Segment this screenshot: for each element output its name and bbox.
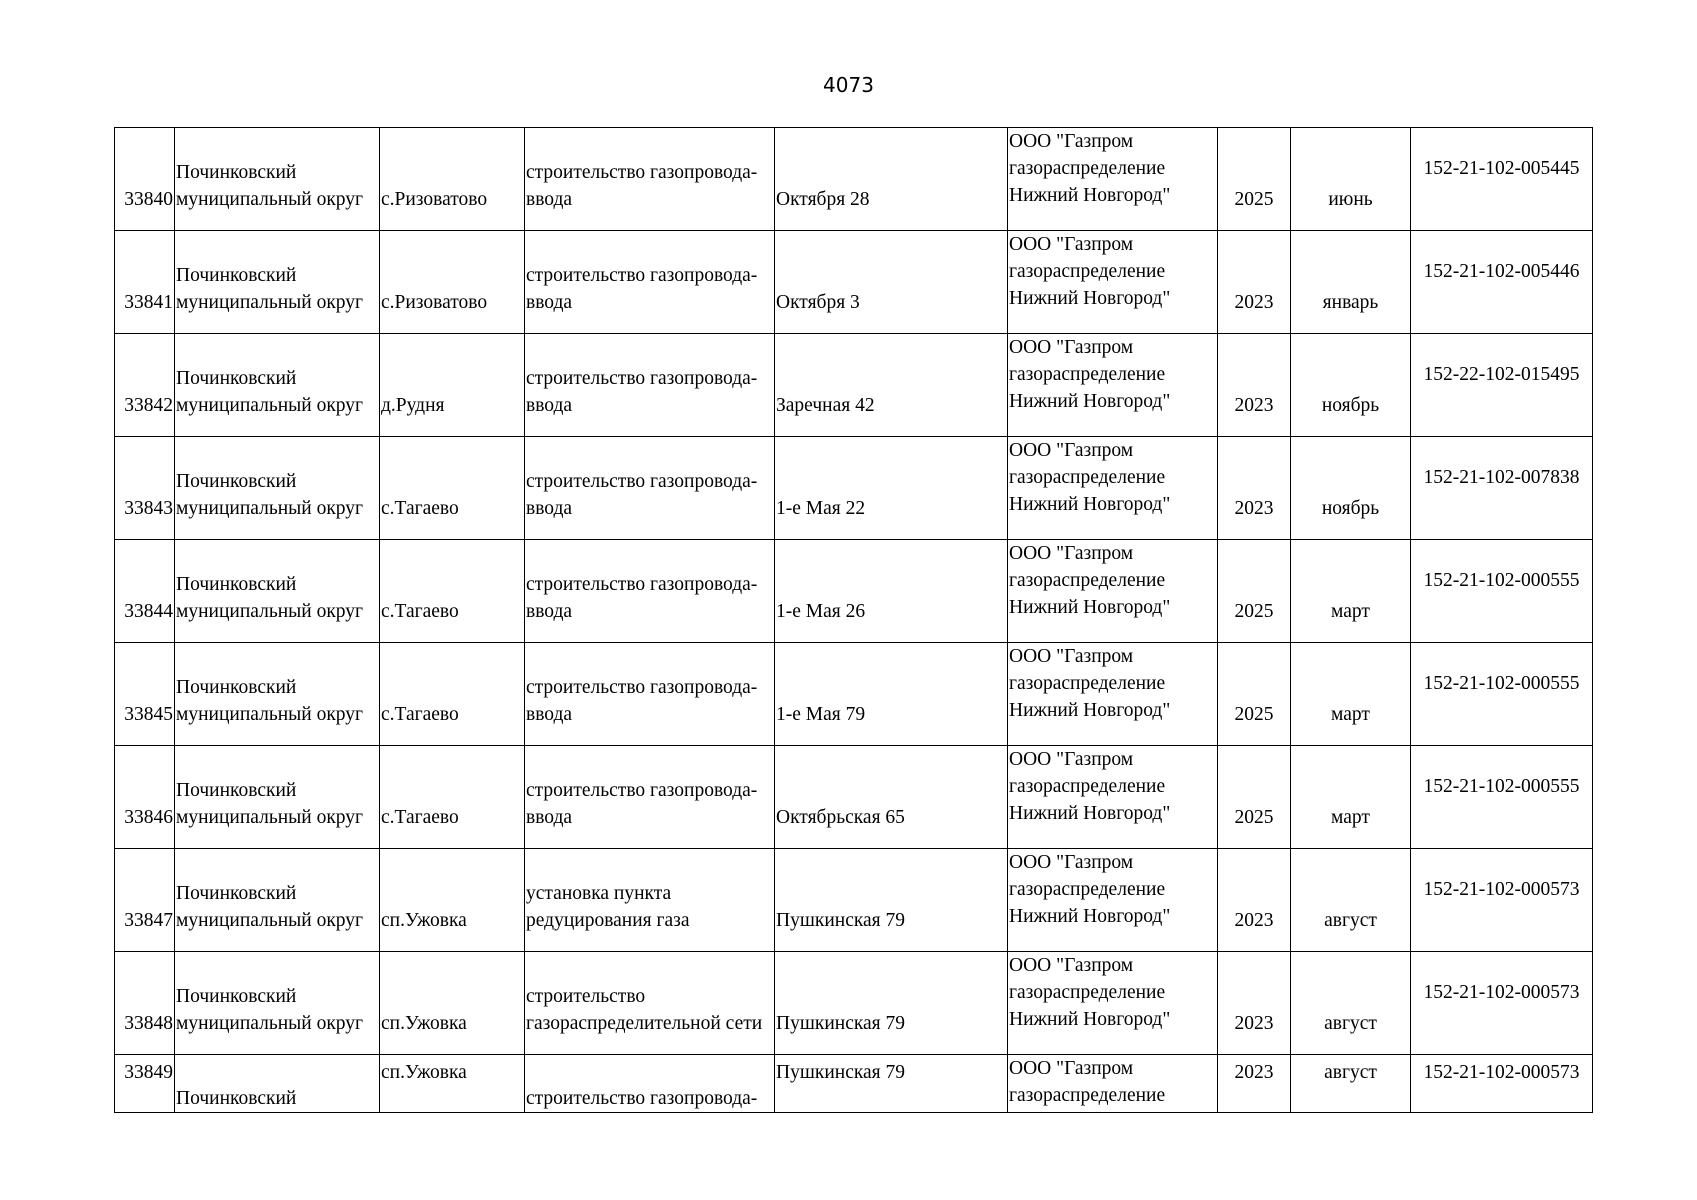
district-name: Починковский bbox=[176, 780, 297, 801]
code-cell: 152-21-102-000555 bbox=[1411, 540, 1593, 643]
district-type: муниципальный округ bbox=[176, 601, 364, 622]
month-cell: ноябрь bbox=[1291, 437, 1411, 540]
work-line-1: строительство газопровода- bbox=[526, 780, 758, 801]
district-name: Починковский bbox=[176, 1088, 297, 1109]
district-type: муниципальный округ bbox=[176, 189, 364, 210]
table-row bbox=[115, 643, 1593, 746]
org-line-2: газораспределение bbox=[1009, 158, 1166, 179]
row-number: 33845 bbox=[115, 643, 175, 746]
month-cell: январь bbox=[1291, 231, 1411, 334]
work-line-2: ввода bbox=[526, 601, 573, 622]
row-number: 33841 bbox=[115, 231, 175, 334]
district-cell bbox=[175, 128, 380, 231]
row-number: 33844 bbox=[115, 540, 175, 643]
address-cell: 1-е Мая 79 bbox=[775, 643, 1008, 746]
work-line-1: строительство газопровода- bbox=[526, 471, 758, 492]
org-line-1: ООО "Газпром bbox=[1009, 852, 1134, 873]
org-line-2: газораспределение bbox=[1009, 776, 1166, 797]
org-line-3: Нижний Новгород" bbox=[1009, 288, 1171, 309]
org-line-3: Нижний Новгород" bbox=[1009, 700, 1171, 721]
month-cell: март bbox=[1291, 540, 1411, 643]
org-line-1: ООО "Газпром bbox=[1009, 543, 1134, 564]
district-cell bbox=[175, 334, 380, 437]
locality-cell: сп.Ужовка bbox=[380, 849, 525, 952]
district-name: Починковский bbox=[176, 677, 297, 698]
work-line-1: строительство газопровода- bbox=[526, 574, 758, 595]
org-line-3: Нижний Новгород" bbox=[1009, 185, 1171, 206]
year-cell: 2025 bbox=[1218, 540, 1291, 643]
row-number: 33840 bbox=[115, 128, 175, 231]
org-line-1: ООО "Газпром bbox=[1009, 955, 1134, 976]
work-cell bbox=[525, 540, 775, 643]
district-cell bbox=[175, 437, 380, 540]
organization-cell bbox=[1008, 231, 1218, 334]
work-line-1: строительство газопровода- bbox=[526, 162, 758, 183]
district-name: Починковский bbox=[176, 162, 297, 183]
district-name: Починковский bbox=[176, 265, 297, 286]
organization-cell bbox=[1008, 746, 1218, 849]
work-cell bbox=[525, 746, 775, 849]
year-cell: 2023 bbox=[1218, 952, 1291, 1055]
table-row-partial bbox=[115, 1055, 1593, 1113]
row-number: 33849 bbox=[115, 1055, 175, 1113]
table-row bbox=[115, 231, 1593, 334]
org-line-1: ООО "Газпром bbox=[1009, 234, 1134, 255]
address-cell: Заречная 42 bbox=[775, 334, 1008, 437]
year-cell: 2025 bbox=[1218, 643, 1291, 746]
org-line-1: ООО "Газпром bbox=[1009, 440, 1134, 461]
org-line-2: газораспределение bbox=[1009, 364, 1166, 385]
address-cell: 1-е Мая 22 bbox=[775, 437, 1008, 540]
work-line-1: установка пункта bbox=[526, 883, 672, 904]
address-cell: Октябрьская 65 bbox=[775, 746, 1008, 849]
org-line-3: Нижний Новгород" bbox=[1009, 597, 1171, 618]
address-cell: Октября 28 bbox=[775, 128, 1008, 231]
locality-cell: с.Тагаево bbox=[380, 540, 525, 643]
row-number: 33848 bbox=[115, 952, 175, 1055]
org-line-2: газораспределение bbox=[1009, 1085, 1166, 1106]
work-cell bbox=[525, 128, 775, 231]
address-cell: Пушкинская 79 bbox=[775, 849, 1008, 952]
org-line-2: газораспределение bbox=[1009, 982, 1166, 1003]
locality-cell: с.Ризоватово bbox=[380, 231, 525, 334]
district-name: Починковский bbox=[176, 471, 297, 492]
org-line-2: газораспределение bbox=[1009, 879, 1166, 900]
month-cell: август bbox=[1291, 1055, 1411, 1113]
organization-cell bbox=[1008, 540, 1218, 643]
gas-works-table bbox=[114, 127, 1593, 1113]
district-type: муниципальный округ bbox=[176, 910, 364, 931]
locality-cell: сп.Ужовка bbox=[380, 1055, 525, 1113]
district-cell bbox=[175, 849, 380, 952]
organization-cell bbox=[1008, 849, 1218, 952]
district-type: муниципальный округ bbox=[176, 498, 364, 519]
district-name: Починковский bbox=[176, 986, 297, 1007]
org-line-3: Нижний Новгород" bbox=[1009, 803, 1171, 824]
work-cell bbox=[525, 643, 775, 746]
org-line-3: Нижний Новгород" bbox=[1009, 494, 1171, 515]
code-cell: 152-21-102-000555 bbox=[1411, 643, 1593, 746]
page-number: 4073 bbox=[823, 73, 874, 97]
work-line-2: газораспределительной сети bbox=[526, 1013, 763, 1034]
org-line-1: ООО "Газпром bbox=[1009, 337, 1134, 358]
work-line-1: строительство газопровода- bbox=[526, 368, 758, 389]
table-row bbox=[115, 952, 1593, 1055]
work-cell bbox=[525, 334, 775, 437]
month-cell: август bbox=[1291, 849, 1411, 952]
address-cell: Октября 3 bbox=[775, 231, 1008, 334]
district-cell bbox=[175, 231, 380, 334]
organization-cell bbox=[1008, 952, 1218, 1055]
work-line-2: ввода bbox=[526, 189, 573, 210]
org-line-1: ООО "Газпром bbox=[1009, 131, 1134, 152]
district-type: муниципальный округ bbox=[176, 292, 364, 313]
work-line-1: строительство газопровода- bbox=[526, 265, 758, 286]
table-body bbox=[115, 128, 1593, 1113]
locality-cell: с.Тагаево bbox=[380, 746, 525, 849]
year-cell: 2023 bbox=[1218, 334, 1291, 437]
work-line-2: редуцирования газа bbox=[526, 910, 690, 931]
month-cell: август bbox=[1291, 952, 1411, 1055]
district-type: муниципальный округ bbox=[176, 807, 364, 828]
work-cell bbox=[525, 952, 775, 1055]
month-cell: ноябрь bbox=[1291, 334, 1411, 437]
district-cell bbox=[175, 746, 380, 849]
month-cell: март bbox=[1291, 746, 1411, 849]
year-cell: 2023 bbox=[1218, 437, 1291, 540]
year-cell: 2023 bbox=[1218, 1055, 1291, 1113]
organization-cell bbox=[1008, 128, 1218, 231]
district-cell bbox=[175, 1055, 380, 1113]
code-cell: 152-21-102-005445 bbox=[1411, 128, 1593, 231]
district-name: Починковский bbox=[176, 574, 297, 595]
code-cell: 152-22-102-015495 bbox=[1411, 334, 1593, 437]
address-cell: Пушкинская 79 bbox=[775, 1055, 1008, 1113]
work-line-1: строительство bbox=[526, 986, 646, 1007]
org-line-3: Нижний Новгород" bbox=[1009, 1009, 1171, 1030]
code-cell: 152-21-102-000573 bbox=[1411, 1055, 1593, 1113]
address-cell: 1-е Мая 26 bbox=[775, 540, 1008, 643]
work-cell bbox=[525, 849, 775, 952]
work-cell bbox=[525, 1055, 775, 1113]
work-line-2: ввода bbox=[526, 498, 573, 519]
code-cell: 152-21-102-000573 bbox=[1411, 849, 1593, 952]
locality-cell: сп.Ужовка bbox=[380, 952, 525, 1055]
year-cell: 2025 bbox=[1218, 128, 1291, 231]
address-cell: Пушкинская 79 bbox=[775, 952, 1008, 1055]
district-type: муниципальный округ bbox=[176, 704, 364, 725]
locality-cell: с.Тагаево bbox=[380, 437, 525, 540]
code-cell: 152-21-102-005446 bbox=[1411, 231, 1593, 334]
district-name: Починковский bbox=[176, 883, 297, 904]
org-line-2: газораспределение bbox=[1009, 673, 1166, 694]
organization-cell bbox=[1008, 643, 1218, 746]
code-cell: 152-21-102-000573 bbox=[1411, 952, 1593, 1055]
work-cell bbox=[525, 437, 775, 540]
year-cell: 2025 bbox=[1218, 746, 1291, 849]
month-cell: июнь bbox=[1291, 128, 1411, 231]
work-cell bbox=[525, 231, 775, 334]
table-row bbox=[115, 334, 1593, 437]
organization-cell bbox=[1008, 334, 1218, 437]
work-line-2: ввода bbox=[526, 292, 573, 313]
row-number: 33843 bbox=[115, 437, 175, 540]
table-row bbox=[115, 746, 1593, 849]
code-cell: 152-21-102-007838 bbox=[1411, 437, 1593, 540]
locality-cell: д.Рудня bbox=[380, 334, 525, 437]
district-type: муниципальный округ bbox=[176, 395, 364, 416]
organization-cell bbox=[1008, 437, 1218, 540]
work-line-2: ввода bbox=[526, 807, 573, 828]
org-line-2: газораспределение bbox=[1009, 261, 1166, 282]
district-cell bbox=[175, 540, 380, 643]
district-cell bbox=[175, 952, 380, 1055]
code-cell: 152-21-102-000555 bbox=[1411, 746, 1593, 849]
table-row bbox=[115, 540, 1593, 643]
locality-cell: с.Ризоватово bbox=[380, 128, 525, 231]
district-type: муниципальный округ bbox=[176, 1013, 364, 1034]
district-name: Починковский bbox=[176, 368, 297, 389]
org-line-3: Нижний Новгород" bbox=[1009, 906, 1171, 927]
work-line-2: ввода bbox=[526, 704, 573, 725]
organization-cell bbox=[1008, 1055, 1218, 1113]
work-line-1: строительство газопровода- bbox=[526, 677, 758, 698]
org-line-2: газораспределение bbox=[1009, 467, 1166, 488]
district-cell bbox=[175, 643, 380, 746]
org-line-1: ООО "Газпром bbox=[1009, 1058, 1134, 1079]
work-line-2: ввода bbox=[526, 395, 573, 416]
row-number: 33847 bbox=[115, 849, 175, 952]
table-row bbox=[115, 849, 1593, 952]
org-line-3: Нижний Новгород" bbox=[1009, 391, 1171, 412]
work-line-1: строительство газопровода- bbox=[526, 1088, 758, 1109]
year-cell: 2023 bbox=[1218, 849, 1291, 952]
table-row bbox=[115, 128, 1593, 231]
row-number: 33846 bbox=[115, 746, 175, 849]
locality-cell: с.Тагаево bbox=[380, 643, 525, 746]
org-line-1: ООО "Газпром bbox=[1009, 646, 1134, 667]
org-line-2: газораспределение bbox=[1009, 570, 1166, 591]
org-line-1: ООО "Газпром bbox=[1009, 749, 1134, 770]
year-cell: 2023 bbox=[1218, 231, 1291, 334]
month-cell: март bbox=[1291, 643, 1411, 746]
row-number: 33842 bbox=[115, 334, 175, 437]
table-row bbox=[115, 437, 1593, 540]
